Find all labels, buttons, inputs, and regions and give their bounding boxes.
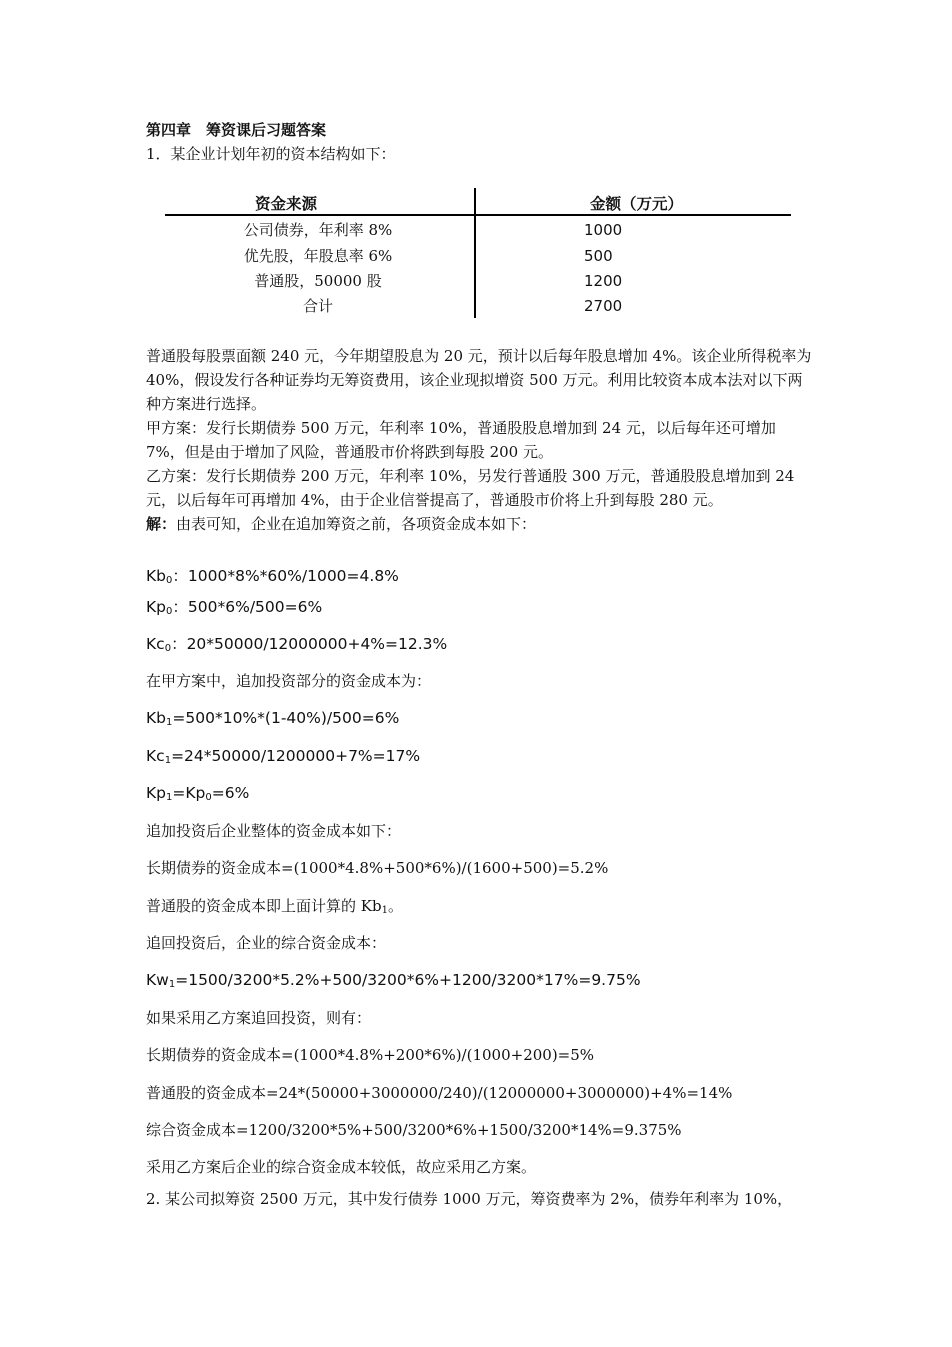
solution-line bbox=[146, 512, 814, 536]
text-line: 采用乙方案后企业的综合资金成本较低，故应采用乙方案。 bbox=[146, 1158, 537, 1176]
text-line: 追回投资后，企业的综合资金成本： bbox=[146, 934, 387, 952]
chapter-heading: 第四章 筹资课后习题答案 bbox=[146, 121, 327, 139]
table-cell-amount: 1000 bbox=[584, 221, 623, 239]
formula-line: 长期债券的资金成本=(1000*4.8%+200*6%)/(1000+200)=5% bbox=[146, 1046, 595, 1064]
text-line: 在甲方案中，追加投资部分的资金成本为： bbox=[146, 672, 432, 690]
formula-line: $Kb_0$：1000*8%*60%/1000=4.8% bbox=[146, 567, 399, 586]
table-column-divider bbox=[474, 188, 476, 318]
question-1-intro: 1．某企业计划年初的资本结构如下： bbox=[146, 145, 396, 163]
formula-line: 长期债券的资金成本=(1000*4.8%+500*6%)/(1600+500)=5.2% bbox=[146, 859, 609, 877]
table-cell-amount: 1200 bbox=[584, 272, 623, 290]
table-header-rule bbox=[165, 214, 791, 216]
formula-line: $Kb_1=500*10\%*(1-40\%)/500=6\%$ bbox=[146, 709, 400, 728]
formula-line: 综合资金成本=1200/3200*5%+500/3200*6%+1500/3200*14%=9.375% bbox=[146, 1121, 682, 1139]
table-cell-amount: 2700 bbox=[584, 297, 623, 315]
formula-line: 普通股的资金成本即上面计算的 $Kb_1$。 bbox=[146, 897, 403, 916]
table-cell-source: 优先股，年股息率 6% bbox=[243, 247, 393, 265]
table-cell-source: 普通股，50000 股 bbox=[254, 272, 382, 290]
table-cell-source: 公司债券，年利率 8% bbox=[243, 221, 393, 239]
formula-line: 普通股的资金成本=24*(50000+3000000/240)/(12000000+3000000)+4%=14% bbox=[146, 1084, 733, 1102]
paragraph: 甲方案：发行长期债券 500 万元，年利率 10%，普通股股息增加到 24 元，以后每年还可增加 7%，但是由于增加了风险，普通股市价将跌到每股 200 元。 bbox=[146, 419, 776, 461]
solution-text: 由表可知，企业在追加筹资之前，各项资金成本如下： bbox=[176, 515, 537, 533]
formula-line: $Kp_0$：500*6%/500=6% bbox=[146, 598, 323, 617]
table-header-source: 资金来源 bbox=[255, 194, 318, 213]
text-line: 如果采用乙方案追回投资，则有： bbox=[146, 1009, 372, 1027]
table-cell-source: 合计 bbox=[302, 297, 333, 315]
problem-statement bbox=[146, 344, 814, 536]
question-2-text: 2. 某公司拟筹资 2500 万元，其中发行债券 1000 万元，筹资费率为 2%，债券年利率为 10%， bbox=[146, 1190, 793, 1208]
table-cell-amount: 500 bbox=[584, 247, 613, 265]
formula-line: $Kw_1=1500/3200*5.2\%+500/3200*6\%+1200/3200*17\%=9.75\%$ bbox=[146, 971, 641, 990]
table-header-amount: 金额（万元） bbox=[590, 194, 684, 213]
solution-label: 解： bbox=[146, 515, 177, 533]
formula-line: $Kp_1=Kp_0=6\%$ bbox=[146, 784, 250, 803]
formula-line: $Kc_0$：20*50000/12000000+4%=12.3% bbox=[146, 635, 448, 654]
text-line: 追加投资后企业整体的资金成本如下： bbox=[146, 822, 402, 840]
paragraph: 乙方案：发行长期债券 200 万元，年利率 10%，另发行普通股 300 万元，普通股股息增加到 24 元，以后每年可再增加 4%，由于企业信誉提高了，普通股市价将上升到每股 280 元。 bbox=[146, 467, 795, 509]
formula-line: $Kc_1=24*50000/1200000+7\%=17\%$ bbox=[146, 747, 421, 766]
paragraph: 普通股每股票面额 240 元，今年期望股息为 20 元，预计以后每年股息增加 4%。该企业所得税率为 40%，假设发行各种证券均无筹资费用，该企业现拟增资 500 万元。利用比较资本成本法对以下两种方案进行选择。 bbox=[146, 347, 812, 413]
